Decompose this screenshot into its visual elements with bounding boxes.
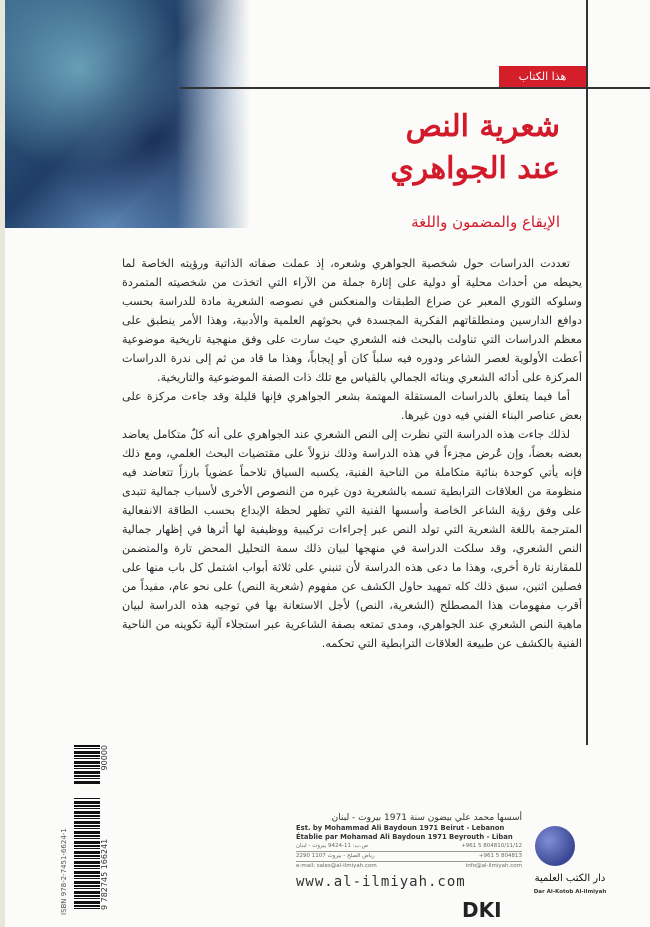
isbn-barcode [60, 745, 110, 920]
publisher-logo [530, 818, 610, 898]
barcode-bars [74, 745, 100, 910]
riad-address: رياض الصلح - بيروت 1107 2290 [296, 853, 375, 859]
globe-icon [535, 826, 575, 866]
blurb [122, 254, 582, 653]
barcode-gap [74, 785, 100, 797]
email-sales[interactable]: e-mail: sales@al-ilmiyah.com [296, 863, 377, 869]
barcode-digits: 9 782745 166241 [100, 838, 109, 910]
title-line-1: شعرية النص [405, 109, 560, 144]
email-info[interactable]: info@al-ilmiyah.com [465, 863, 522, 869]
contact-row [296, 842, 522, 852]
cover-artwork [5, 0, 250, 228]
price-code: 90000 [100, 745, 109, 771]
phone: +961 5 804810/11/12 [461, 843, 522, 849]
publisher-info [296, 812, 522, 891]
website-link[interactable]: www.al-ilmiyah.com [296, 874, 466, 890]
publisher-arabic: أسسها محمد علي بيضون سنة 1971 بيروت - لبنان [331, 813, 522, 823]
contact-row [296, 852, 522, 862]
email-row [296, 862, 522, 871]
title-line-2: عند الجواهري [390, 151, 560, 186]
blurb-paragraph: لذلك جاءت هذه الدراسة التي نظرت إلى النص الشعري عند الجواهري على أنه كلٌ متكامل يعاضد بعضه بعضاً، وإن عُرض مجزءاً في هذه الدراسة وذلك نزولاً على مقتضيات البحث العلمي، ومع ذلك فإنه يأتي كوحدة بنائية متكاملة من الناحية الفنية، يكسبه السياق تلاحماً عضوياً بارزاً تتعاضد فيه منظومة من العلاقات الترابطية تسمه بالشعرية دون غيره من النصوص الأخرى لأسباب جمالية تتبدى على وفق رؤية الشاعر الخاصة وأسسها الفنية التي تظهر لحظة الإبداع بحسب الطاقة الانفعالية المترجمة باللغة الشعرية التي تولد النص عبر إجراءات تركيبية ووظيفية لها أثرها في إظهار جمالية النص الشعري، وقد سلكت الدراسة في منهجها لبيان ذلك سمة التحليل المحض تارة والمتضمن للمقارنة تارة أخرى، وهذا ما دعى هذه الدراسة لأن تنبني على ثلاثة أبواب اشتمل كل باب منها على فصلين اثنين، سبق ذلك كله تمهيد حاول الكشف عن مفهوم (شعرية النص) على نحو عام، مفيداً من أقرب مفهومات هذا المصطلح (الشعرية، النص) لأجل الاستعانة بها في توجيه هذه الدراسة لبيان ماهية النص الشعري عند الجواهري، ومدى تمتعه بصفة الشاعرية عبر استجلاء آلية تكوينه من الناحية الفنية بالكشف عن طبيعة العلاقات الترابطية التي تحكمه. [122, 428, 582, 650]
book-subtitle: الإيقاع والمضمون واللغة [411, 213, 560, 231]
vertical-rule [586, 0, 588, 745]
book-title [390, 106, 560, 190]
publisher-name-arabic: دار الكتب العلمية [534, 873, 606, 884]
po-box: ص.ب: 11-9424 بيروت - لبنان [296, 843, 369, 849]
publisher-name-english: Dar Al-Kotob Al-ilmiyah [533, 889, 607, 895]
fax: +961 5 804813 [478, 853, 522, 859]
blurb-paragraph: أما فيما يتعلق بالدراسات المستقلة المهتمة بشعر الجواهري فإنها قليلة وقد جاءت مركزة على بعض عناصر البناء الفني فيه دون غيرها. [122, 390, 582, 422]
section-label: هذا الكتاب [499, 66, 586, 87]
horizontal-rule [180, 87, 650, 89]
isbn-text: ISBN 978-2-7451-6624-1 [60, 828, 68, 915]
publisher-english: Est. by Mohammad Ali Baydoun 1971 Beirut - Lebanon [296, 824, 505, 832]
blurb-paragraph: تعددت الدراسات حول شخصية الجواهري وشعره، إذ عملت صفاته الذاتية ورؤيته الخاصة لما يحيطه من أحداث محلية أو دولية على إثارة جملة من الآراء التي اتخذت من شخصيته المتمردة وسلوكه الثوري المعبر عن صراع الطبقات والمنعكس في نصوصه الشعرية مادة للدراسة بحسب دوافع الدارسين ومنطلقاتهم الفكرية المجسدة في بحوثهم العلمية والأدبية، وهذا الأمر ينطبق على معظم الدراسات التي تناولت بالبحث فنه الشعري حيث سارت على وفق منهجية تاريخية موضوعية أعطت الأولوية لعصر الشاعر ودوره فيه سلباً كان أو إيجاباً، وهذا ما قاد من ثم إلى ندرة الدراسات المركزة على أدائه الشعري وبنائه الجمالي بالقياس مع تلك ذات الصفة الموضوعية والتاريخية. [122, 257, 582, 384]
publisher-french: Établie par Mohamad Ali Baydoun 1971 Beyrouth - Liban [296, 833, 513, 841]
dki-logo: DKI [462, 898, 502, 922]
